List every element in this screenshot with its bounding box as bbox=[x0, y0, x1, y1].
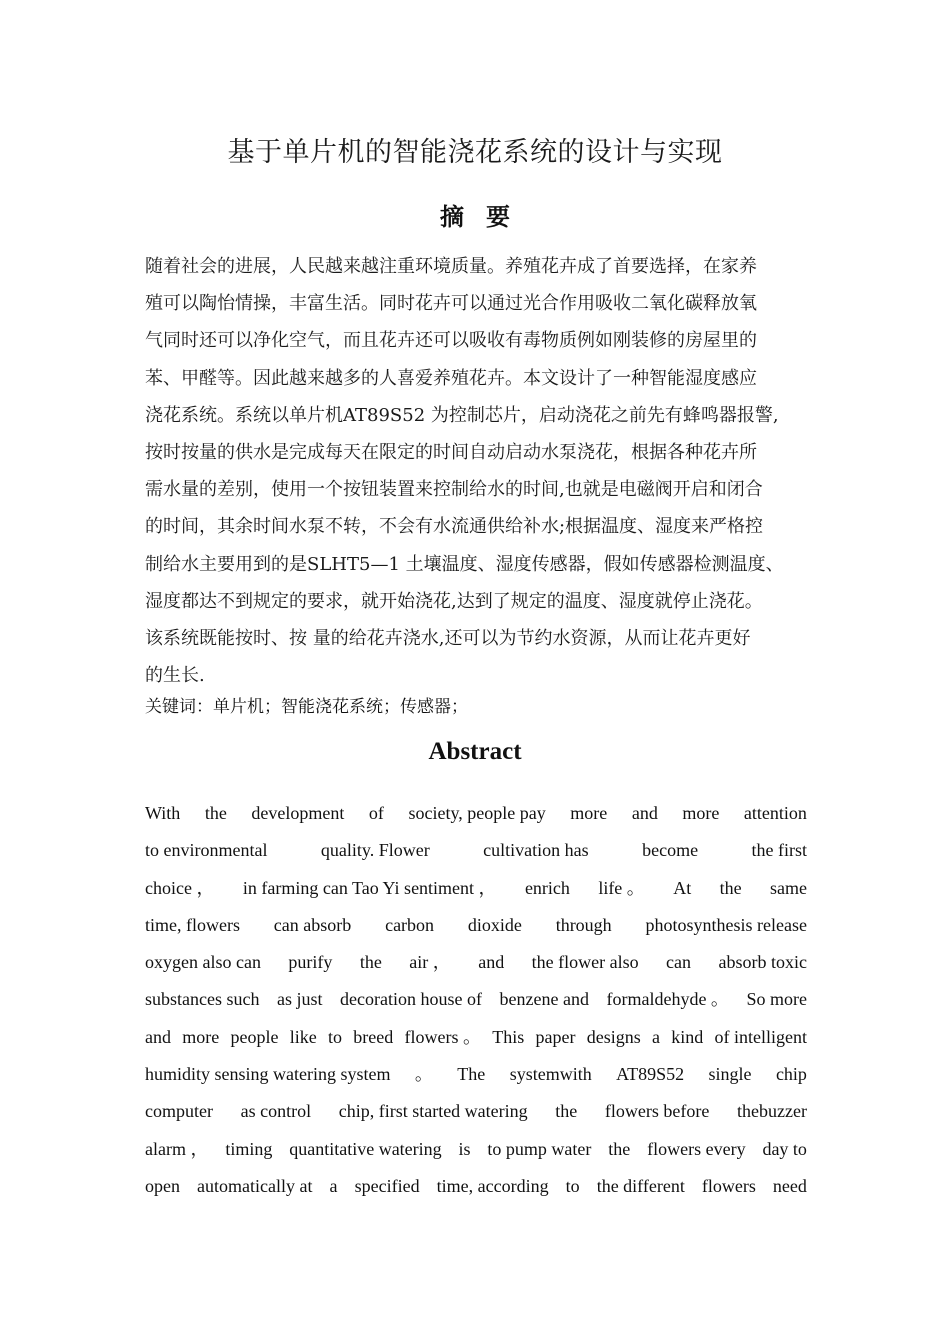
abstract-en-line bbox=[145, 944, 807, 981]
abstract-en-segment: 。 bbox=[414, 1064, 433, 1085]
abstract-en-segment: carbon bbox=[385, 914, 435, 935]
abstract-en-line bbox=[145, 907, 807, 944]
abstract-en-segment: systemwith bbox=[509, 1064, 592, 1085]
abstract-cn-line: 按时按量的供水是完成每天在限定的时间自动启动水泵浇花，根据各种花卉所 bbox=[145, 442, 757, 464]
abstract-en-segment: breed bbox=[353, 1026, 394, 1047]
abstract-en-segment: as control bbox=[240, 1101, 312, 1122]
abstract-en-segment: designs bbox=[586, 1026, 641, 1047]
abstract-en-segment: society, people pay bbox=[408, 803, 546, 823]
abstract-en-segment: automatically at bbox=[197, 1175, 313, 1196]
abstract-en-segment: time, according bbox=[436, 1175, 549, 1196]
abstract-en-line bbox=[145, 795, 807, 832]
abstract-en-segment: attention bbox=[743, 803, 807, 823]
abstract-en-line bbox=[145, 1131, 807, 1168]
abstract-en-segment: the bbox=[719, 877, 742, 898]
abstract-en-segment: So more bbox=[746, 989, 807, 1010]
abstract-en-segment: At bbox=[673, 877, 692, 898]
abstract-en-segment: a bbox=[329, 1175, 338, 1196]
abstract-cn-line: 湿度都达不到规定的要求，就开始浇花,达到了规定的温度、湿度就停止浇花。 bbox=[145, 590, 763, 612]
abstract-en-segment: substances such bbox=[145, 989, 260, 1010]
abstract-en-segment: to bbox=[565, 1175, 580, 1196]
keywords-line bbox=[145, 692, 468, 722]
abstract-en-line bbox=[145, 981, 807, 1018]
abstract-en-segment: as just bbox=[277, 989, 323, 1010]
abstract-en-segment: through bbox=[555, 914, 612, 935]
abstract-en-segment: can absorb bbox=[273, 914, 352, 935]
abstract-en-segment: the bbox=[359, 952, 382, 973]
keywords-text: 单片机；智能浇花系统；传感器； bbox=[213, 697, 468, 717]
abstract-cn-line: 需水量的差别，使用一个按钮装置来控制给水的时间,也就是电磁阀开启和闭合 bbox=[145, 479, 763, 501]
abstract-en-segment: the first bbox=[751, 840, 807, 861]
abstract-en-line bbox=[145, 832, 807, 869]
abstract-en-segment: to bbox=[327, 1026, 342, 1047]
abstract-cn-line: 气同时还可以净化空气，而且花卉还可以吸收有毒物质例如刚装修的房屋里的 bbox=[145, 330, 757, 352]
abstract-cn-line: 随着社会的进展，人民越来越注重环境质量。养殖花卉成了首要选择，在家养 bbox=[145, 256, 757, 277]
document-title: 基于单片机的智能浇花系统的设计与实现 bbox=[227, 137, 723, 168]
abstract-cn-line: 该系统既能按时、按 量的给花卉浇水,还可以为节约水资源，从而让花卉更好 bbox=[145, 628, 751, 650]
abstract-en-segment: purify bbox=[288, 952, 333, 973]
abstract-en-segment: the different bbox=[596, 1175, 685, 1196]
abstract-en-segment: and bbox=[145, 1026, 171, 1047]
abstract-en-segment: open bbox=[145, 1175, 180, 1196]
abstract-en-segment: and bbox=[631, 803, 658, 823]
abstract-en-segment: With bbox=[145, 803, 181, 823]
abstract-en-segment: can bbox=[666, 952, 692, 973]
abstract-cn-line: 的生长. bbox=[145, 665, 205, 687]
abstract-en-segment: photosynthesis release bbox=[645, 914, 807, 935]
abstract-en-segment: timing bbox=[225, 1138, 273, 1159]
abstract-heading-english: Abstract bbox=[428, 738, 522, 765]
abstract-en-segment: benzene and bbox=[499, 989, 589, 1010]
abstract-en-segment: humidity sensing watering system bbox=[145, 1064, 391, 1085]
abstract-en-segment: of bbox=[368, 803, 384, 823]
abstract-en-segment: to pump water bbox=[487, 1138, 592, 1159]
abstract-en-segment: This bbox=[492, 1026, 525, 1047]
abstract-en-segment: AT89S52 bbox=[616, 1064, 685, 1085]
abstract-en-line bbox=[145, 870, 807, 907]
abstract-en-segment: paper bbox=[535, 1026, 576, 1047]
abstract-en-segment: single bbox=[708, 1064, 752, 1085]
abstract-en-segment: the bbox=[555, 1101, 578, 1122]
abstract-en-segment: chip bbox=[775, 1064, 807, 1085]
abstract-en-segment: quantitative watering bbox=[289, 1138, 442, 1159]
abstract-en-segment: more bbox=[182, 1026, 220, 1047]
abstract-en-segment: alarm ， bbox=[145, 1138, 209, 1159]
abstract-en-line bbox=[145, 1168, 807, 1205]
abstract-en-segment: day to bbox=[762, 1138, 807, 1159]
abstract-en-segment: need bbox=[772, 1175, 807, 1196]
abstract-cn-line: 殖可以陶怡情操，丰富生活。同时花卉可以通过光合作用吸收二氧化碳释放氧 bbox=[145, 293, 757, 315]
abstract-en-segment: people bbox=[230, 1026, 279, 1047]
abstract-en-segment: a bbox=[651, 1026, 660, 1047]
abstract-en-line bbox=[145, 1056, 807, 1093]
abstract-en-segment: more bbox=[570, 803, 608, 823]
abstract-body-english bbox=[145, 795, 807, 1205]
abstract-en-segment: flowers before bbox=[604, 1101, 710, 1122]
abstract-en-segment: flowers bbox=[701, 1175, 756, 1196]
abstract-cn-line: 的时间，其余时间水泵不转，不会有水流通供给补水;根据温度、湿度来严格控 bbox=[145, 516, 764, 538]
abstract-en-segment: flowers every bbox=[647, 1138, 746, 1159]
abstract-en-segment: become bbox=[642, 840, 699, 861]
abstract-en-segment: same bbox=[769, 877, 807, 898]
abstract-en-line bbox=[145, 1019, 807, 1056]
abstract-en-segment: the flower also bbox=[531, 952, 639, 973]
abstract-en-segment: and bbox=[478, 952, 505, 973]
abstract-en-segment: of intelligent bbox=[714, 1026, 807, 1047]
abstract-en-segment: dioxide bbox=[467, 914, 522, 935]
abstract-en-segment: in farming can Tao Yi sentiment ， bbox=[242, 877, 497, 898]
abstract-en-segment: computer bbox=[145, 1101, 213, 1122]
abstract-en-segment: to environmental bbox=[145, 840, 268, 861]
abstract-body-chinese bbox=[145, 248, 810, 694]
abstract-en-segment: like bbox=[289, 1026, 317, 1047]
abstract-cn-line: 苯、甲醛等。因此越来越多的人喜爱养殖花卉。本文设计了一种智能湿度感应 bbox=[145, 367, 757, 389]
abstract-en-line bbox=[145, 1093, 807, 1130]
abstract-en-segment: kind bbox=[671, 1026, 704, 1047]
abstract-en-segment: life 。 bbox=[598, 877, 645, 898]
abstract-en-segment: decoration house of bbox=[340, 989, 482, 1010]
abstract-en-segment: air ， bbox=[409, 952, 451, 973]
abstract-en-segment: more bbox=[682, 803, 720, 823]
abstract-en-segment: flowers 。 bbox=[404, 1026, 481, 1047]
abstract-en-segment: time, flowers bbox=[145, 914, 240, 935]
abstract-en-segment: enrich bbox=[524, 877, 570, 898]
abstract-en-segment: thebuzzer bbox=[737, 1101, 807, 1122]
abstract-en-segment: the bbox=[608, 1138, 631, 1159]
abstract-en-segment: chip, first started watering bbox=[338, 1101, 528, 1122]
abstract-en-segment: development bbox=[251, 803, 345, 823]
abstract-en-segment: cultivation has bbox=[483, 840, 589, 861]
abstract-en-segment: choice ， bbox=[145, 877, 215, 898]
abstract-en-segment: oxygen also can bbox=[145, 952, 261, 973]
abstract-en-segment: is bbox=[458, 1138, 471, 1159]
abstract-en-segment: the bbox=[204, 803, 227, 823]
abstract-en-segment: specified bbox=[354, 1175, 420, 1196]
abstract-cn-line: 制给水主要用到的是SLHT5—1 土壤温度、湿度传感器，假如传感器检测温度、 bbox=[145, 553, 784, 575]
abstract-en-segment: The bbox=[457, 1064, 486, 1085]
abstract-cn-line: 浇花系统。系统以单片机AT89S52 为控制芯片，启动浇花之前先有蜂鸣器报警, bbox=[145, 404, 779, 426]
keywords-label: 关键词： bbox=[145, 697, 213, 717]
abstract-heading-chinese: 摘要 bbox=[440, 203, 532, 231]
abstract-en-segment: absorb toxic bbox=[718, 952, 807, 973]
abstract-en-segment: quality. Flower bbox=[320, 840, 430, 861]
abstract-en-segment: formaldehyde 。 bbox=[606, 989, 729, 1010]
